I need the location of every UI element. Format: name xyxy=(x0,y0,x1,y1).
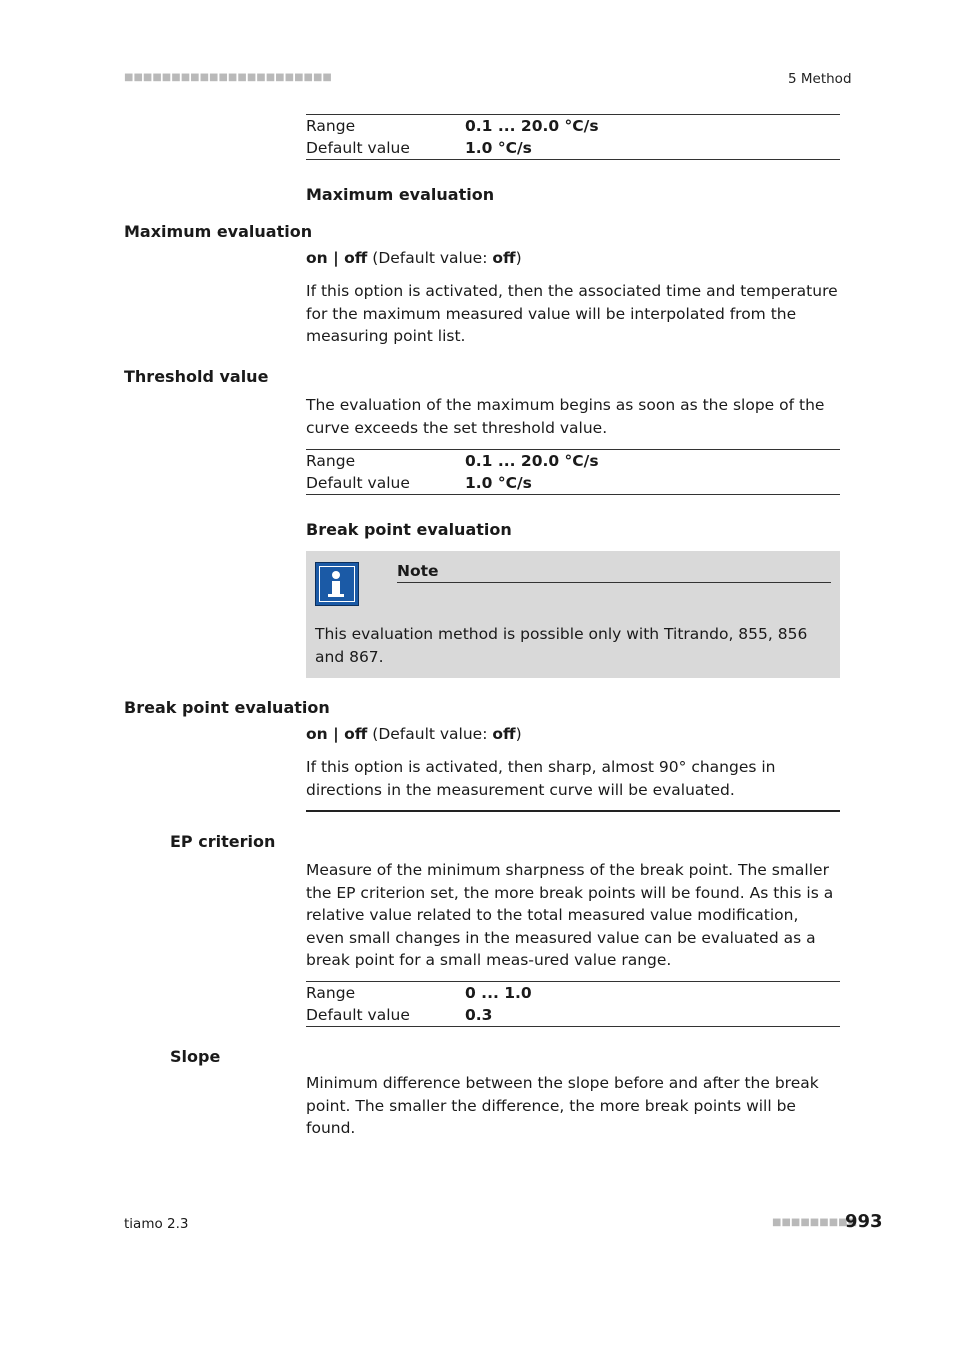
table-value: 1.0 °C/s xyxy=(465,139,532,157)
note-text: This evaluation method is possible only with Titrando, 855, 856 and 867. xyxy=(315,625,808,666)
table-value: 0.3 xyxy=(465,1006,493,1024)
break-description: If this option is activated, then sharp, almost 90° changes in directions in the measurement curve will be evaluated. xyxy=(306,758,776,799)
header-decoration: ■■■■■■■■■■■■■■■■■■■■■■ xyxy=(124,72,332,83)
maximum-options xyxy=(306,249,522,267)
table-row xyxy=(306,137,840,159)
table-row xyxy=(306,450,840,472)
threshold-table xyxy=(306,449,840,495)
table-label: Default value xyxy=(306,474,410,492)
table-value: 0.1 ... 20.0 °C/s xyxy=(465,452,599,470)
param-title-threshold: Threshold value xyxy=(124,367,269,386)
info-icon xyxy=(315,562,359,606)
default-value: off xyxy=(492,725,516,743)
threshold-description: The evaluation of the maximum begins as soon as the slope of the curve exceeds the set threshold value. xyxy=(306,396,825,437)
break-options xyxy=(306,725,522,743)
default-suffix: ) xyxy=(515,725,522,743)
page-number: 993 xyxy=(845,1211,883,1232)
default-suffix: ) xyxy=(515,249,522,267)
table-label: Default value xyxy=(306,139,410,157)
options-text: on | off xyxy=(306,725,368,743)
table-row xyxy=(306,1004,840,1026)
table-row xyxy=(306,115,840,137)
section-divider xyxy=(306,810,840,812)
table-value: 0 ... 1.0 xyxy=(465,984,532,1002)
note-title: Note xyxy=(397,562,831,583)
table-label: Default value xyxy=(306,1006,410,1024)
ep-criterion-table xyxy=(306,981,840,1027)
table-label: Range xyxy=(306,117,356,135)
table-row xyxy=(306,982,840,1004)
param-title-break: Break point evaluation xyxy=(124,698,330,717)
param-title-slope: Slope xyxy=(170,1047,221,1066)
section-heading-maximum: Maximum evaluation xyxy=(306,185,495,204)
table-label: Range xyxy=(306,452,356,470)
footer-decoration: ■■■■■■■■■ xyxy=(772,1217,858,1228)
options-text: on | off xyxy=(306,249,368,267)
footer-product: tiamo 2.3 xyxy=(124,1216,189,1232)
table-value: 1.0 °C/s xyxy=(465,474,532,492)
slope-description: Minimum difference between the slope before and after the break point. The smaller the difference, the more break points will be found. xyxy=(306,1074,819,1137)
section-heading-break: Break point evaluation xyxy=(306,520,512,539)
chapter-label: 5 Method xyxy=(788,71,852,87)
table-label: Range xyxy=(306,984,356,1002)
default-prefix: (Default value: xyxy=(367,249,493,267)
table-value: 0.1 ... 20.0 °C/s xyxy=(465,117,599,135)
note-box xyxy=(306,551,840,678)
range-table-top xyxy=(306,114,840,160)
param-title-maximum: Maximum evaluation xyxy=(124,222,313,241)
table-row xyxy=(306,472,840,494)
param-title-ep-criterion: EP criterion xyxy=(170,832,276,851)
default-value: off xyxy=(492,249,516,267)
ep-criterion-description: Measure of the minimum sharpness of the break point. The smaller the EP criterion set, the more break points will be found. As this is a relative value related to the total measured value modification, even small changes in the measured value can be evaluated as a break point for a small meas-ured value range. xyxy=(306,861,834,969)
maximum-description: If this option is activated, then the associated time and temperature for the maximum measured value will be interpolated from the measuring point list. xyxy=(306,282,838,345)
default-prefix: (Default value: xyxy=(367,725,493,743)
